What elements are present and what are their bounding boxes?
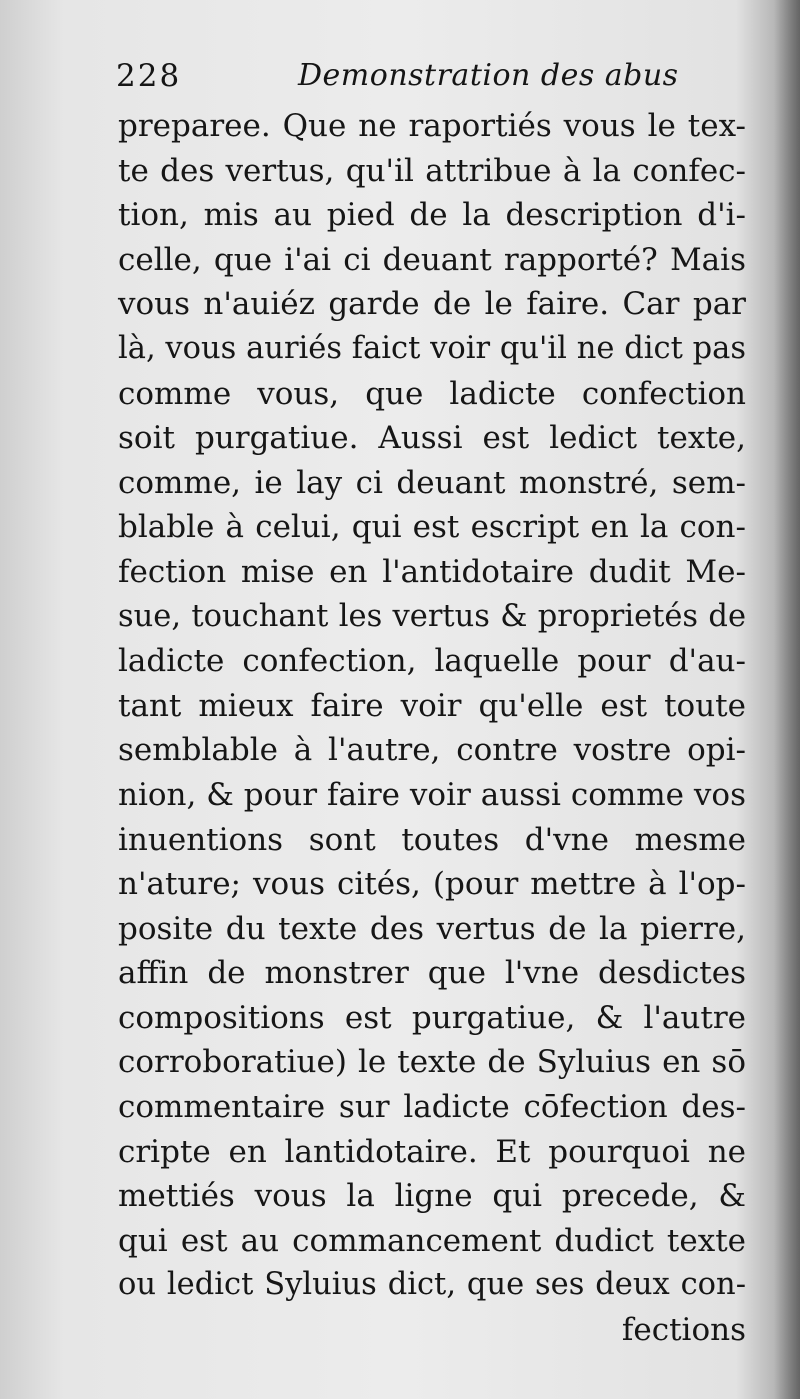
text-line: corroboratiue) le texte de Syluius en sō (118, 1044, 746, 1081)
text-line: vous n'auiéz garde de le faire. Car par (118, 286, 746, 323)
text-line: inuentions sont toutes d'vne mesme (118, 821, 746, 858)
text-line: n'ature; vous cités, (pour mettre à l'op- (118, 866, 746, 903)
text-line: mettiés vous la ligne qui precede, & (118, 1178, 746, 1215)
running-title: Demonstration des abus (298, 58, 679, 93)
text-line: tion, mis au pied de la description d'i- (118, 197, 746, 234)
text-line: semblable à l'autre, contre vostre opi- (118, 732, 746, 769)
text-line: fection mise en l'antidotaire dudit Me- (118, 553, 746, 590)
page-gutter-shadow (774, 0, 800, 1399)
page-number: 228 (116, 58, 182, 94)
text-line: là, vous auriés faict voir qu'il ne dict pas (118, 330, 746, 366)
text-line: commentaire sur ladicte cōfection des- (118, 1089, 746, 1126)
text-line: sue, touchant les vertus & proprietés de (118, 598, 746, 634)
text-line: tant mieux faire voir qu'elle est toute (118, 687, 746, 724)
text-line: posite du texte des vertus de la pierre, (118, 910, 746, 947)
text-line: soit purgatiue. Aussi est ledict texte, (118, 420, 746, 457)
text-line: ladicte confection, laquelle pour d'au- (118, 643, 746, 680)
page-header (112, 52, 752, 102)
text-line: cripte en lantidotaire. Et pourquoi ne (118, 1133, 746, 1170)
text-line: ou ledict Syluius dict, que ses deux con- (118, 1267, 746, 1303)
text-line: comme, ie lay ci deuant monstré, sem- (118, 464, 746, 501)
text-line: compositions est purgatiue, & l'autre (118, 999, 746, 1036)
text-line: blable à celui, qui est escript en la con- (118, 509, 746, 546)
text-line: comme vous, que ladicte confection (118, 375, 746, 412)
text-line: celle, que i'ai ci deuant rapporté? Mais (118, 241, 746, 278)
text-line: te des vertus, qu'il attribue à la confec- (118, 152, 746, 189)
text-line: preparee. Que ne raportiés vous le tex- (118, 108, 746, 144)
catchword-line: fections (621, 1312, 746, 1349)
text-line: qui est au commancement dudict texte (118, 1222, 746, 1259)
body-text (118, 104, 746, 1353)
text-line: affin de monstrer que l'vne desdictes (118, 955, 746, 992)
text-line: nion, & pour faire voir aussi comme vos (118, 776, 746, 813)
